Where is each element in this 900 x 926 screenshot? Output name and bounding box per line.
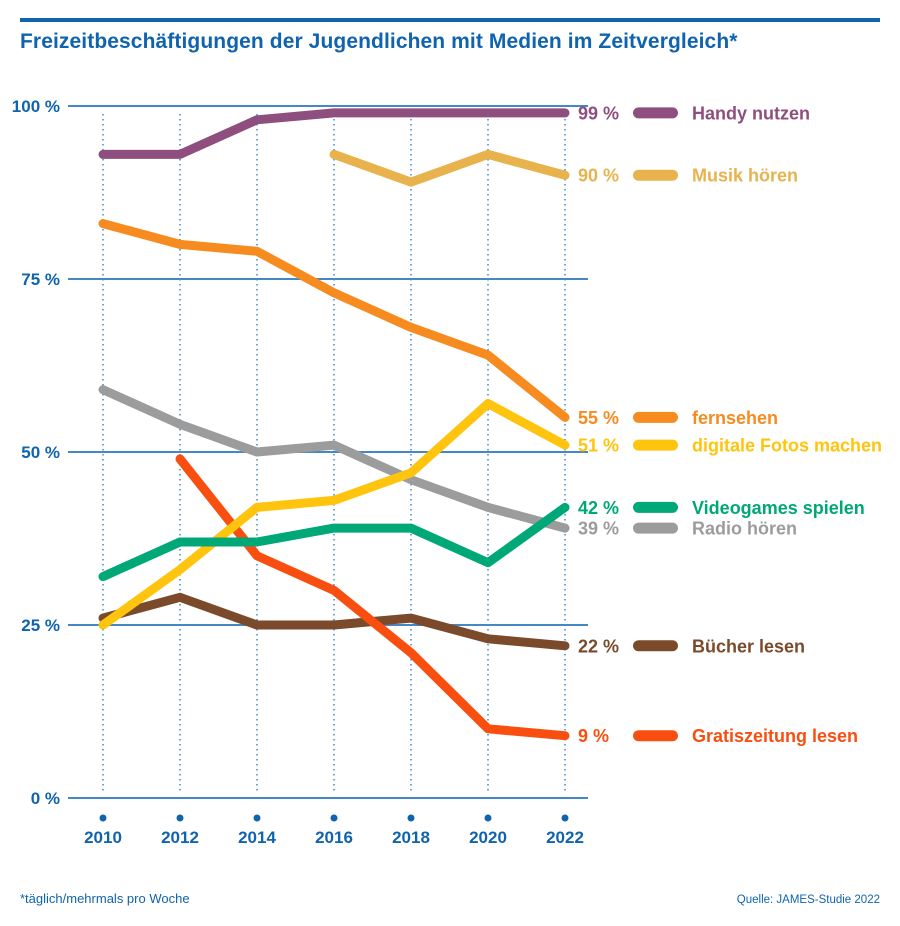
y-tick-label-0: 0 % [30, 789, 60, 808]
chart-title: Freizeitbeschäftigungen der Jugendlichen mit Medien im Zeitvergleich* [20, 30, 738, 53]
footnote: *täglich/mehrmals pro Woche [20, 891, 190, 906]
y-tick-label-100: 100 % [11, 97, 60, 116]
y-tick-label-25: 25 % [21, 616, 60, 635]
year-label-2018: 2018 [392, 828, 430, 847]
legend-label-fernsehen: fernsehen [692, 407, 779, 428]
year-label-2012: 2012 [161, 828, 199, 847]
year-label-2016: 2016 [315, 828, 353, 847]
year-dot-2014 [254, 815, 261, 822]
year-dot-2016 [331, 815, 338, 822]
legend-label-handy-nutzen: Handy nutzen [692, 103, 811, 124]
year-label-2014: 2014 [238, 828, 276, 847]
series-line-videogames-spielen [103, 507, 565, 576]
legend-label-radio-h-ren: Radio hören [692, 518, 798, 539]
value-label-fernsehen: 55 % [578, 407, 620, 428]
legend-label-digitale-fotos-machen: digitale Fotos machen [692, 435, 883, 456]
source-credit: Quelle: JAMES-Studie 2022 [736, 894, 880, 906]
legend-swatch-videogames-spielen [633, 502, 678, 513]
value-label-digitale-fotos-machen: 51 % [578, 435, 620, 456]
legend-swatch-radio-h-ren [633, 523, 678, 534]
y-tick-label-50: 50 % [21, 443, 60, 462]
year-dot-2012 [177, 815, 184, 822]
year-label-2020: 2020 [469, 828, 507, 847]
value-label-videogames-spielen: 42 % [578, 497, 620, 518]
value-label-radio-h-ren: 39 % [578, 518, 620, 539]
y-tick-label-75: 75 % [21, 270, 60, 289]
year-dot-2010 [100, 815, 107, 822]
legend-swatch-musik-h-ren [633, 170, 678, 181]
legend-label-videogames-spielen: Videogames spielen [692, 497, 865, 518]
legend-swatch-b-cher-lesen [633, 640, 678, 651]
legend-label-gratiszeitung-lesen: Gratiszeitung lesen [692, 726, 859, 747]
legend-label-b-cher-lesen: Bücher lesen [692, 636, 806, 657]
legend-swatch-fernsehen [633, 412, 678, 423]
legend-swatch-gratiszeitung-lesen [633, 730, 678, 741]
value-label-musik-h-ren: 90 % [578, 165, 620, 186]
series-line-gratiszeitung-lesen [180, 459, 565, 736]
year-label-2010: 2010 [84, 828, 122, 847]
value-label-b-cher-lesen: 22 % [578, 636, 620, 657]
value-label-gratiszeitung-lesen: 9 % [578, 726, 610, 747]
legend-label-musik-h-ren: Musik hören [692, 165, 799, 186]
value-label-handy-nutzen: 99 % [578, 103, 620, 124]
legend-swatch-handy-nutzen [633, 107, 678, 118]
year-label-2022: 2022 [546, 828, 584, 847]
year-dot-2022 [562, 815, 569, 822]
year-dot-2018 [408, 815, 415, 822]
legend-swatch-digitale-fotos-machen [633, 440, 678, 451]
year-dot-2020 [485, 815, 492, 822]
series-line-musik-h-ren [334, 154, 565, 182]
